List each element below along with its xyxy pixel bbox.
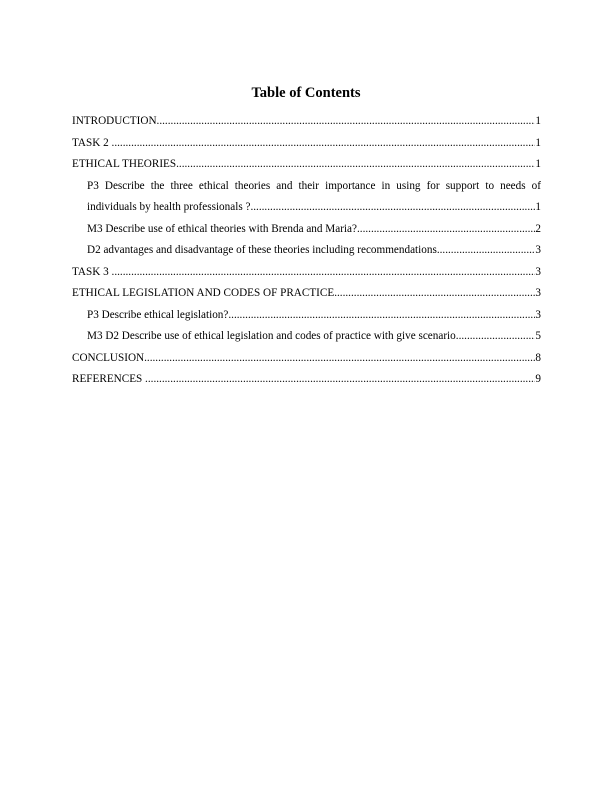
toc-entry-introduction[interactable] [72,111,541,133]
toc-entry-text: M3 Describe use of ethical theories with Brenda and Maria? [87,222,357,235]
toc-leader-dots [145,369,535,391]
toc-title: Table of Contents [251,85,361,101]
toc-entry-page: 2 [535,222,541,235]
toc-entry-page: 3 [535,287,541,299]
table-of-contents [72,111,541,391]
toc-entry-m3-ethical-theories[interactable] [72,219,541,241]
toc-leader-dots [334,283,535,305]
toc-entry-text: REFERENCES [72,373,143,385]
toc-entry-m3-d2-legislation[interactable] [72,326,541,348]
toc-entry-page: 8 [535,351,541,364]
toc-entry-text: TASK 3 [72,265,109,278]
toc-leader-dots [112,133,536,155]
toc-entry-page: 1 [535,201,541,213]
toc-leader-dots [437,240,536,262]
toc-entry-text: ETHICAL THEORIES [72,158,177,170]
toc-entry-page: 3 [535,244,541,256]
toc-entry-text: P3 Describe ethical legislation? [87,308,229,321]
toc-entry-d2-advantages[interactable] [72,240,541,262]
toc-entry-task-2[interactable] [72,133,541,155]
toc-entry-text: TASK 2 [72,136,109,149]
toc-entry-text: ETHICAL LEGISLATION AND CODES OF PRACTICE [72,287,335,299]
toc-entry-text: M3 D2 Describe use of ethical legislation and codes of practice with give scenario [87,330,456,342]
toc-leader-dots [112,262,536,284]
toc-entry-page: 9 [535,373,541,385]
toc-entry-page: 3 [535,265,541,278]
toc-leader-dots [357,219,535,241]
toc-entry-conclusion[interactable] [72,348,541,370]
toc-entry-references[interactable] [72,369,541,391]
toc-leader-dots [176,154,535,176]
toc-entry-text-line2: individuals by health professionals ? [87,201,251,213]
toc-entry-text: D2 advantages and disadvantage of these theories including recommendations [87,244,437,256]
toc-entry-text-line1: P3 Describe the three ethical theories and their importance in using for support to needs of [87,179,541,192]
toc-entry-ethical-theories[interactable] [72,154,541,176]
toc-entry-page: 1 [535,136,541,149]
toc-entry-task-3[interactable] [72,262,541,284]
toc-leader-dots [144,348,535,370]
toc-entry-page: 5 [535,330,541,342]
toc-entry-text: CONCLUSION [72,351,145,364]
toc-entry-page: 1 [535,158,541,170]
toc-entry-page: 1 [535,115,541,127]
toc-entry-page: 3 [535,308,541,321]
toc-entry-ethical-legislation[interactable] [72,283,541,305]
toc-leader-dots [250,197,535,219]
toc-entry-text: INTRODUCTION [72,115,157,127]
toc-entry-p3-ethical-legislation[interactable] [72,305,541,327]
toc-entry-p3-ethical-theories[interactable] [72,176,541,219]
toc-leader-dots [157,111,536,133]
toc-leader-dots [456,326,536,348]
toc-leader-dots [228,305,535,327]
